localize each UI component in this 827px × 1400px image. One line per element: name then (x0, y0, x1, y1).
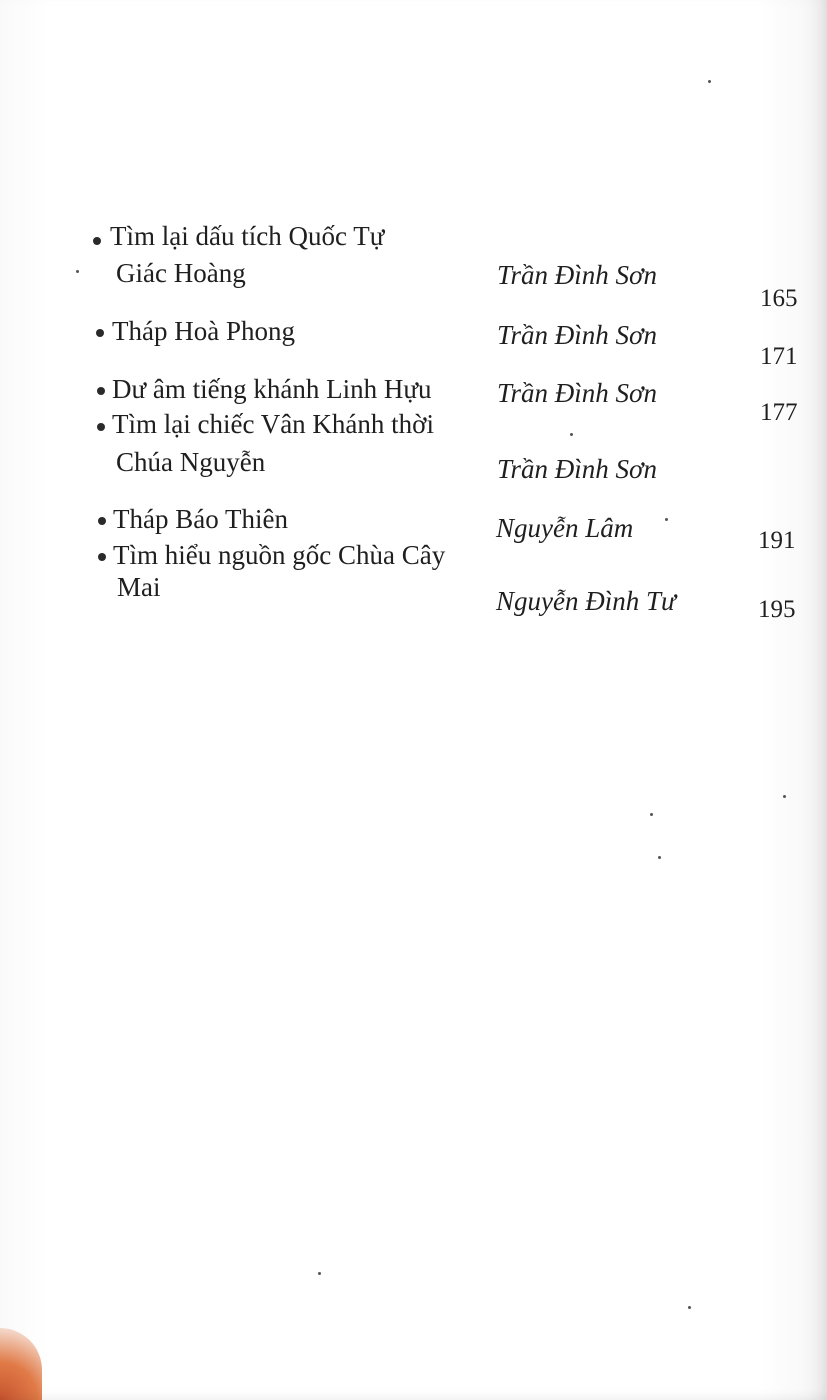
entry-title-line: Tháp Báo Thiên (113, 504, 288, 534)
entry-title-line: Tháp Hoà Phong (112, 316, 295, 346)
entry-page-number: 171 (760, 343, 798, 370)
entry-page-number: 195 (758, 596, 796, 623)
bullet-icon (98, 517, 106, 525)
scan-speck (708, 80, 711, 83)
entry-page-number: 177 (760, 399, 798, 426)
scan-speck (76, 270, 79, 273)
entry-title-line: Tìm hiểu nguồn gốc Chùa Cây (113, 540, 446, 570)
entry-author: Nguyễn Lâm (496, 513, 634, 543)
entry-author: Nguyễn Đình Tư (496, 586, 676, 616)
entry-page-number: 191 (758, 527, 796, 554)
scan-speck (688, 1306, 691, 1309)
entry-title-line: Tìm lại chiếc Vân Khánh thời (112, 409, 434, 439)
scan-speck (318, 1272, 321, 1275)
entry-author: Trần Đình Sơn (497, 378, 657, 408)
entry-title-line: Mai (117, 572, 161, 602)
entry-author: Trần Đình Sơn (497, 454, 657, 484)
entry-page-number: 165 (760, 285, 798, 312)
entry-title-line: Tìm lại dấu tích Quốc Tự (110, 221, 385, 251)
scan-speck (570, 433, 573, 436)
entry-author: Trần Đình Sơn (497, 320, 657, 350)
bullet-icon (98, 553, 106, 561)
entry-author: Trần Đình Sơn (497, 260, 657, 290)
entry-title-line: Chúa Nguyễn (116, 447, 266, 477)
bullet-icon (96, 329, 104, 337)
entry-title-line: Dư âm tiếng khánh Linh Hựu (112, 374, 432, 404)
bullet-icon (97, 387, 105, 395)
scan-speck (650, 813, 653, 816)
bullet-icon (93, 237, 101, 245)
bullet-icon (97, 423, 105, 431)
scan-speck (783, 795, 786, 798)
entry-title-line: Giác Hoàng (116, 258, 246, 288)
scan-speck (658, 856, 661, 859)
scan-speck (665, 518, 668, 521)
